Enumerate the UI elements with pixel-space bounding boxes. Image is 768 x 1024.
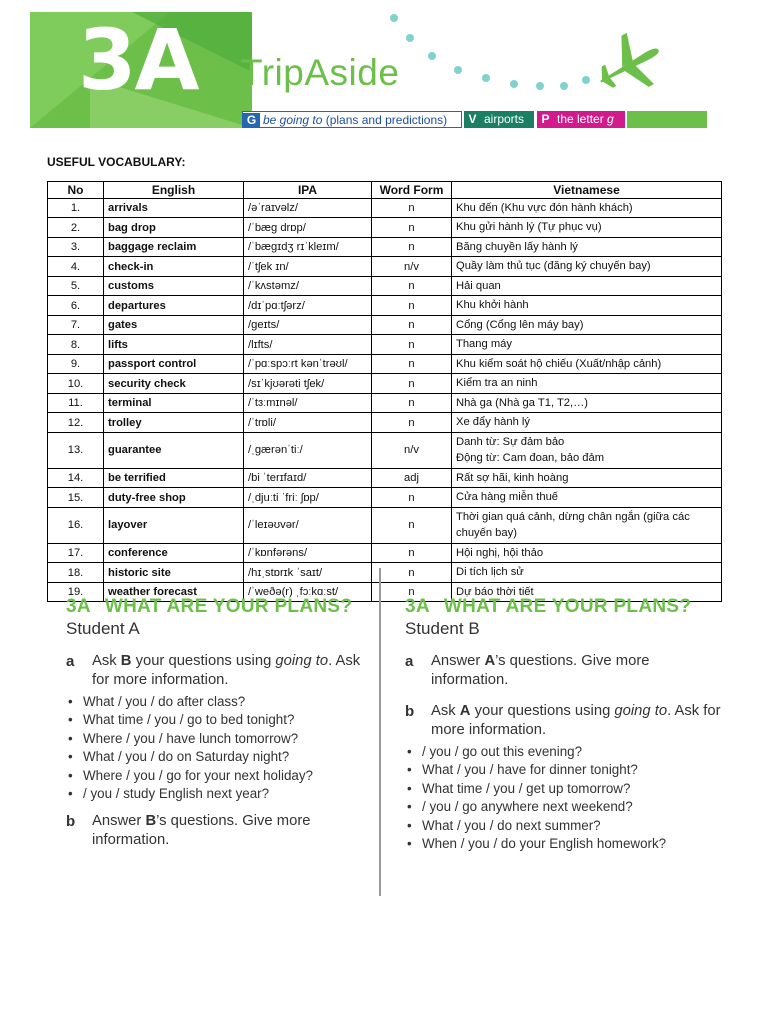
cell-ipa: /hɪˌstɒrɪk ˈsaɪt/ bbox=[244, 563, 372, 583]
question-text: What / you / have for dinner tonight? bbox=[422, 762, 638, 778]
cell-vietnamese bbox=[452, 198, 722, 218]
cell-word-form: n bbox=[372, 218, 452, 238]
cell-word-form: n bbox=[372, 543, 452, 563]
vietnamese-line: Xe đẩy hành lý bbox=[456, 416, 531, 429]
student-a-question-list bbox=[66, 693, 371, 803]
cell-english: check-in bbox=[104, 257, 244, 277]
table-row bbox=[48, 354, 722, 374]
bullet-icon: • bbox=[68, 730, 73, 746]
cell-ipa: /ˌɡærənˈtiː/ bbox=[244, 432, 372, 468]
vietnamese-line: Khu kiểm soát hộ chiếu (Xuất/nhập cảnh) bbox=[456, 357, 662, 370]
table-row bbox=[48, 468, 722, 488]
vietnamese-line: Nhà ga (Nhà ga T1, T2,…) bbox=[456, 396, 589, 409]
student-b-title: WHAT ARE YOUR PLANS? bbox=[443, 596, 692, 617]
cell-english: guarantee bbox=[104, 432, 244, 468]
pronunciation-tag bbox=[537, 111, 625, 128]
table-row bbox=[48, 563, 722, 583]
vietnamese-line: Khu gửi hành lý (Tự phục vụ) bbox=[456, 221, 602, 234]
step-bold: B bbox=[145, 813, 157, 830]
cell-no: 11. bbox=[48, 393, 104, 413]
step-text: ’s questions. Give more information. bbox=[431, 653, 650, 688]
cell-vietnamese bbox=[452, 543, 722, 563]
cell-english: gates bbox=[104, 315, 244, 335]
vocabulary-table-body bbox=[48, 198, 722, 602]
cell-vietnamese bbox=[452, 563, 722, 583]
vocabulary-tag bbox=[464, 111, 534, 128]
cell-word-form: n/v bbox=[372, 257, 452, 277]
cell-word-form: n bbox=[372, 582, 452, 602]
step-bold: A bbox=[484, 653, 496, 669]
bullet-icon: • bbox=[407, 817, 412, 833]
cell-vietnamese bbox=[452, 413, 722, 433]
cell-ipa: /ˈpɑːspɔːrt kənˈtrəʊl/ bbox=[244, 354, 372, 374]
vocabulary-tag-text: airports bbox=[484, 112, 525, 126]
question-text: What time / you / get up tomorrow? bbox=[422, 780, 631, 796]
step-text: Ask bbox=[92, 653, 121, 669]
table-header-row bbox=[48, 182, 722, 199]
card-divider bbox=[379, 568, 381, 896]
cell-ipa: /lɪfts/ bbox=[244, 335, 372, 355]
cell-word-form: n bbox=[372, 488, 452, 508]
grammar-tag bbox=[242, 111, 462, 128]
step-text: ’s questions. Give more information. bbox=[92, 813, 311, 849]
cell-vietnamese bbox=[452, 468, 722, 488]
vietnamese-line: chuyến bay) bbox=[456, 527, 517, 540]
cell-no: 16. bbox=[48, 507, 104, 543]
cell-no: 1. bbox=[48, 198, 104, 218]
cell-ipa: /ˈbæɡɪdʒ rɪˈkleɪm/ bbox=[244, 237, 372, 257]
cell-english: be terrified bbox=[104, 468, 244, 488]
list-item bbox=[405, 835, 725, 853]
question-text: What / you / do next summer? bbox=[422, 817, 601, 833]
cell-word-form: n bbox=[372, 237, 452, 257]
vietnamese-line: Quầy làm thủ tục (đăng ký chuyến bay) bbox=[456, 260, 651, 273]
bullet-icon: • bbox=[68, 767, 73, 783]
bullet-icon: • bbox=[68, 694, 73, 709]
cell-no: 9. bbox=[48, 354, 104, 374]
vietnamese-line: Thời gian quá cảnh, dừng chân ngắn (giữa các bbox=[456, 510, 690, 523]
table-row bbox=[48, 315, 722, 335]
cell-vietnamese bbox=[452, 237, 722, 257]
student-a-title: WHAT ARE YOUR PLANS? bbox=[104, 596, 353, 617]
cell-word-form: n bbox=[372, 374, 452, 394]
bullet-icon: • bbox=[407, 836, 412, 852]
vietnamese-line: Cửa hàng miễn thuế bbox=[456, 491, 559, 504]
cell-ipa: /ɡeɪts/ bbox=[244, 315, 372, 335]
cell-no: 2. bbox=[48, 218, 104, 238]
cell-no: 10. bbox=[48, 374, 104, 394]
cell-vietnamese bbox=[452, 432, 722, 468]
student-a-title-row bbox=[66, 596, 371, 618]
header-ipa: IPA bbox=[244, 182, 372, 199]
bullet-icon: • bbox=[407, 780, 412, 796]
bullet-icon: • bbox=[407, 762, 412, 778]
student-b-card bbox=[405, 596, 725, 853]
cell-english: conference bbox=[104, 543, 244, 563]
step-italic: going to bbox=[614, 703, 668, 719]
cell-vietnamese bbox=[452, 335, 722, 355]
cell-ipa: /ˈweðə(r) ˌfɔːkɑːst/ bbox=[244, 582, 372, 602]
vietnamese-line: Di tích lịch sử bbox=[456, 566, 524, 579]
question-text: / you / study English next year? bbox=[83, 786, 270, 802]
list-item bbox=[405, 817, 725, 835]
cell-vietnamese bbox=[452, 354, 722, 374]
student-b-title-row bbox=[405, 596, 725, 618]
cell-no: 17. bbox=[48, 543, 104, 563]
cell-no: 15. bbox=[48, 488, 104, 508]
table-row bbox=[48, 374, 722, 394]
vietnamese-line: Kiểm tra an ninh bbox=[456, 377, 538, 390]
table-row bbox=[48, 432, 722, 468]
pronunciation-tag-letter: P bbox=[541, 112, 550, 126]
pronunciation-tag-text: the letter bbox=[557, 112, 608, 126]
step-text: . Ask for more information. bbox=[92, 653, 361, 688]
tag-bar-fill bbox=[627, 111, 707, 128]
cell-english: security check bbox=[104, 374, 244, 394]
vietnamese-line: Danh từ: Sự đảm bảo bbox=[456, 435, 565, 448]
student-b-question-list bbox=[405, 743, 725, 853]
cell-vietnamese bbox=[452, 276, 722, 296]
student-b-unit-code: 3A bbox=[405, 596, 430, 617]
cell-ipa: /sɪˈkjʊərəti tʃek/ bbox=[244, 374, 372, 394]
table-row bbox=[48, 393, 722, 413]
cell-vietnamese bbox=[452, 393, 722, 413]
question-text: What / you / do after class? bbox=[83, 694, 246, 709]
cell-ipa: /ˌdjuːti ˈfriː ʃɒp/ bbox=[244, 488, 372, 508]
vietnamese-line: Băng chuyền lấy hành lý bbox=[456, 240, 578, 253]
cell-english: trolley bbox=[104, 413, 244, 433]
table-row bbox=[48, 296, 722, 316]
cell-word-form: n bbox=[372, 276, 452, 296]
table-row bbox=[48, 335, 722, 355]
cell-vietnamese bbox=[452, 315, 722, 335]
question-text: What / you / do on Saturday night? bbox=[83, 749, 290, 765]
cell-vietnamese bbox=[452, 507, 722, 543]
list-item bbox=[66, 730, 371, 748]
unit-code: 3A bbox=[78, 11, 198, 109]
cell-english: customs bbox=[104, 276, 244, 296]
cell-no: 19. bbox=[48, 582, 104, 602]
step-text: Answer bbox=[92, 813, 146, 830]
cell-no: 4. bbox=[48, 257, 104, 277]
vocabulary-heading: USEFUL VOCABULARY: bbox=[47, 155, 186, 169]
cell-word-form: n bbox=[372, 296, 452, 316]
cell-word-form: n/v bbox=[372, 432, 452, 468]
step-label: a bbox=[405, 653, 414, 670]
step-italic: going to bbox=[275, 653, 329, 669]
cell-no: 12. bbox=[48, 413, 104, 433]
cell-word-form: n bbox=[372, 315, 452, 335]
list-item bbox=[405, 761, 725, 779]
cell-vietnamese bbox=[452, 257, 722, 277]
vocabulary-table bbox=[47, 181, 722, 602]
cell-ipa: /ˈleɪəʊvər/ bbox=[244, 507, 372, 543]
cell-word-form: n bbox=[372, 198, 452, 218]
vietnamese-line: Động từ: Cam đoan, bảo đảm bbox=[456, 452, 605, 465]
student-b-step-b bbox=[405, 702, 725, 740]
vietnamese-line: Khu đến (Khu vực đón hành khách) bbox=[456, 201, 633, 214]
cell-vietnamese bbox=[452, 218, 722, 238]
cell-no: 6. bbox=[48, 296, 104, 316]
student-a-unit-code: 3A bbox=[66, 596, 91, 617]
question-text: Where / you / have lunch tomorrow? bbox=[83, 730, 299, 746]
table-row bbox=[48, 543, 722, 563]
list-item bbox=[405, 780, 725, 798]
table-row bbox=[48, 507, 722, 543]
table-row bbox=[48, 218, 722, 238]
question-text: / you / go out this evening? bbox=[422, 744, 583, 759]
student-b-subtitle: Student B bbox=[405, 619, 480, 638]
vocabulary-tag-letter: V bbox=[468, 112, 477, 126]
step-text: your questions using bbox=[470, 703, 615, 719]
cell-no: 18. bbox=[48, 563, 104, 583]
step-label: a bbox=[66, 653, 75, 670]
bullet-icon: • bbox=[68, 712, 73, 728]
student-a-subtitle: Student A bbox=[66, 619, 140, 638]
list-item bbox=[66, 785, 371, 803]
cell-word-form: n bbox=[372, 335, 452, 355]
step-text: Ask bbox=[431, 703, 460, 719]
cell-english: terminal bbox=[104, 393, 244, 413]
cell-ipa: /ˈkʌstəmz/ bbox=[244, 276, 372, 296]
list-item bbox=[66, 767, 371, 785]
cell-english: duty-free shop bbox=[104, 488, 244, 508]
list-item bbox=[405, 743, 725, 761]
cell-english: layover bbox=[104, 507, 244, 543]
cell-ipa: /ˈkɒnfərəns/ bbox=[244, 543, 372, 563]
vietnamese-line: Dự báo thời tiết bbox=[456, 585, 534, 598]
table-row bbox=[48, 413, 722, 433]
cell-word-form: adj bbox=[372, 468, 452, 488]
list-item bbox=[66, 693, 371, 711]
student-a-step-b bbox=[66, 812, 371, 850]
cell-no: 3. bbox=[48, 237, 104, 257]
cell-ipa: /dɪˈpɑːtʃərz/ bbox=[244, 296, 372, 316]
cell-ipa: /ˈtʃek ɪn/ bbox=[244, 257, 372, 277]
cell-english: departures bbox=[104, 296, 244, 316]
cell-ipa: /ˈtɜːmɪnəl/ bbox=[244, 393, 372, 413]
cell-word-form: n bbox=[372, 413, 452, 433]
table-row bbox=[48, 488, 722, 508]
vietnamese-line: Rất sợ hãi, kinh hoàng bbox=[456, 471, 569, 484]
cell-ipa: /ˈtrɒli/ bbox=[244, 413, 372, 433]
bullet-icon: • bbox=[68, 786, 73, 802]
bullet-icon: • bbox=[407, 799, 412, 815]
table-row bbox=[48, 198, 722, 218]
cell-word-form: n bbox=[372, 563, 452, 583]
question-text: What time / you / go to bed tonight? bbox=[83, 712, 295, 728]
question-text: Where / you / go for your next holiday? bbox=[83, 767, 313, 783]
vietnamese-line: Hải quan bbox=[456, 279, 501, 292]
list-item bbox=[66, 748, 371, 766]
step-bold: B bbox=[120, 653, 132, 669]
step-label: b bbox=[405, 703, 415, 720]
cell-word-form: n bbox=[372, 507, 452, 543]
bullet-icon: • bbox=[407, 744, 412, 759]
cell-word-form: n bbox=[372, 354, 452, 374]
grammar-tag-italic: be going to bbox=[263, 113, 323, 127]
student-b-step-a bbox=[405, 652, 725, 690]
cell-ipa: /əˈraɪvəlz/ bbox=[244, 198, 372, 218]
vietnamese-line: Cổng (Cổng lên máy bay) bbox=[456, 318, 584, 331]
cell-english: passport control bbox=[104, 354, 244, 374]
header-vietnamese: Vietnamese bbox=[452, 182, 722, 199]
grammar-tag-letter: G bbox=[243, 113, 260, 127]
cell-vietnamese bbox=[452, 296, 722, 316]
cell-no: 14. bbox=[48, 468, 104, 488]
pronunciation-tag-italic: g bbox=[607, 112, 614, 126]
cell-vietnamese bbox=[452, 488, 722, 508]
question-text: / you / go anywhere next weekend? bbox=[422, 799, 633, 815]
cell-english: arrivals bbox=[104, 198, 244, 218]
cell-vietnamese bbox=[452, 374, 722, 394]
vietnamese-line: Thang máy bbox=[456, 338, 512, 351]
table-row bbox=[48, 276, 722, 296]
bullet-icon: • bbox=[68, 749, 73, 765]
airplane-icon bbox=[592, 32, 664, 98]
cell-english: weather forecast bbox=[104, 582, 244, 602]
brand-name: TripAside bbox=[240, 52, 400, 93]
cell-ipa: /ˈbæɡ drɒp/ bbox=[244, 218, 372, 238]
cell-english: lifts bbox=[104, 335, 244, 355]
step-label: b bbox=[66, 813, 76, 831]
header-word-form: Word Form bbox=[372, 182, 452, 199]
cell-ipa: /bi ˈterɪfaɪd/ bbox=[244, 468, 372, 488]
cell-english: baggage reclaim bbox=[104, 237, 244, 257]
grammar-tag-text: (plans and predictions) bbox=[322, 113, 448, 127]
step-text: your questions using bbox=[131, 653, 276, 669]
table-row bbox=[48, 257, 722, 277]
unit-banner bbox=[0, 0, 768, 135]
student-a-card bbox=[66, 596, 371, 850]
step-text: Answer bbox=[431, 653, 485, 669]
cell-word-form: n bbox=[372, 393, 452, 413]
list-item bbox=[405, 798, 725, 816]
step-text: . Ask for more information. bbox=[431, 703, 721, 738]
list-item bbox=[66, 711, 371, 729]
header-english: English bbox=[104, 182, 244, 199]
cell-no: 5. bbox=[48, 276, 104, 296]
question-text: When / you / do your English homework? bbox=[422, 836, 667, 852]
cell-no: 13. bbox=[48, 432, 104, 468]
student-a-step-a bbox=[66, 652, 371, 690]
vietnamese-line: Hội nghị, hội thảo bbox=[456, 546, 544, 559]
cell-no: 8. bbox=[48, 335, 104, 355]
cell-english: bag drop bbox=[104, 218, 244, 238]
table-row bbox=[48, 237, 722, 257]
header-no: No bbox=[48, 182, 104, 199]
vietnamese-line: Khu khởi hành bbox=[456, 299, 529, 312]
cell-english: historic site bbox=[104, 563, 244, 583]
cell-no: 7. bbox=[48, 315, 104, 335]
step-bold: A bbox=[459, 703, 471, 719]
